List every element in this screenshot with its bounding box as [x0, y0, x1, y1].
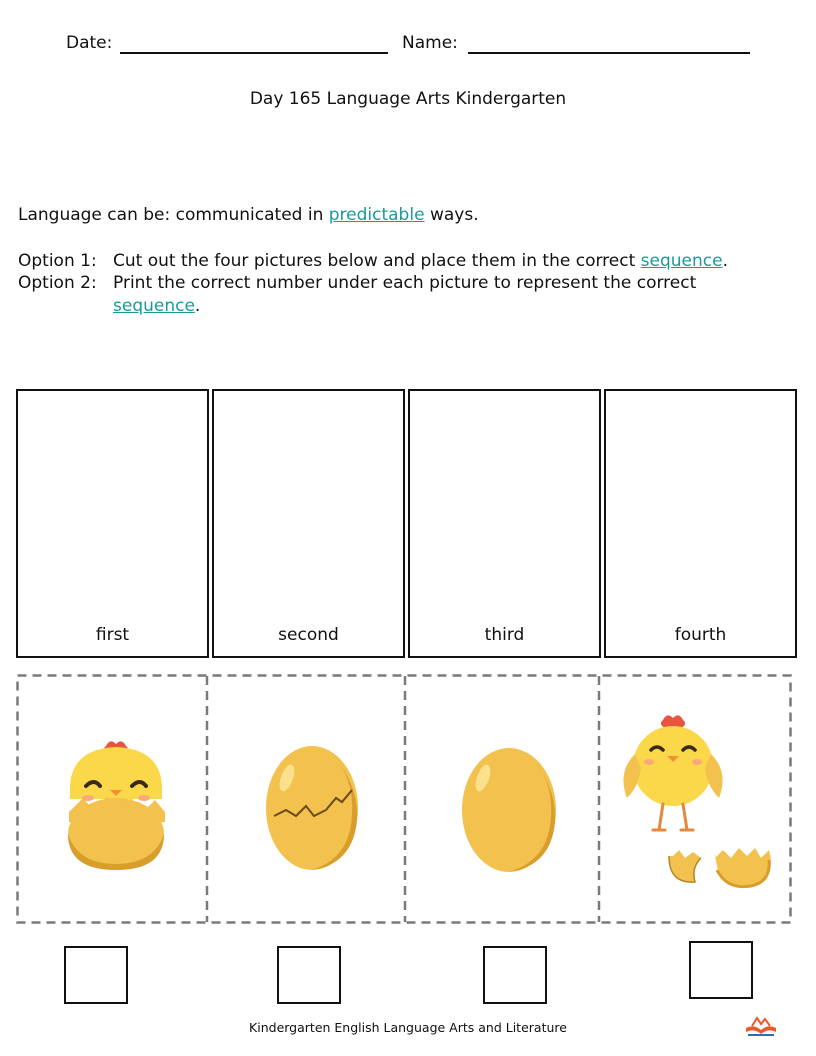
book-logo-icon [744, 1016, 778, 1038]
page-footer: Kindergarten English Language Arts and Literature [249, 1020, 567, 1035]
option-2-text: Print the correct number under each picture to represent the correct [113, 273, 697, 293]
intro-suffix: ways. [424, 205, 479, 225]
option-1-text: Cut out the four pictures below and place them in the correct [113, 251, 641, 271]
picture-card-3[interactable] [407, 674, 599, 924]
intro-text [18, 205, 479, 225]
answer-box-4[interactable] [689, 941, 753, 999]
name-date-header [66, 33, 756, 59]
predictable-link[interactable]: predictable [328, 205, 425, 225]
name-label: Name: [402, 33, 458, 53]
cut-out-area [16, 674, 792, 924]
chick-in-egg-icon [18, 674, 207, 924]
option-2-continuation [113, 296, 200, 316]
cracked-egg-icon [209, 674, 405, 924]
hatched-chick-icon [601, 674, 790, 924]
intro-prefix: Language can be: communicated in [18, 205, 329, 225]
option-2-label: Option 2: [18, 273, 97, 293]
option-2-sequence-link[interactable]: sequence [113, 296, 195, 316]
slot-third-label: third [484, 625, 525, 645]
name-field[interactable] [468, 52, 750, 54]
date-label: Date: [66, 33, 113, 53]
answer-box-3[interactable] [483, 946, 547, 1004]
slot-second-label: second [278, 625, 339, 645]
option-1 [18, 251, 728, 271]
slot-second[interactable] [212, 389, 405, 658]
answer-box-1[interactable] [64, 946, 128, 1004]
option-1-sequence-link[interactable]: sequence [640, 251, 723, 271]
option-1-end: . [722, 251, 728, 271]
answer-box-2[interactable] [277, 946, 341, 1004]
page-title: Day 165 Language Arts Kindergarten [249, 89, 567, 109]
slot-fourth[interactable] [604, 389, 797, 658]
whole-egg-icon [407, 674, 599, 924]
picture-card-2[interactable] [209, 674, 405, 924]
slot-first-label: first [95, 625, 130, 645]
picture-card-1[interactable] [18, 674, 207, 924]
option-2-end: . [194, 296, 201, 316]
date-field[interactable] [120, 52, 388, 54]
option-2 [18, 273, 696, 293]
slot-first[interactable] [16, 389, 209, 658]
option-1-label: Option 1: [18, 251, 97, 271]
slot-fourth-label: fourth [674, 625, 727, 645]
picture-card-4[interactable] [601, 674, 790, 924]
slot-third[interactable] [408, 389, 601, 658]
